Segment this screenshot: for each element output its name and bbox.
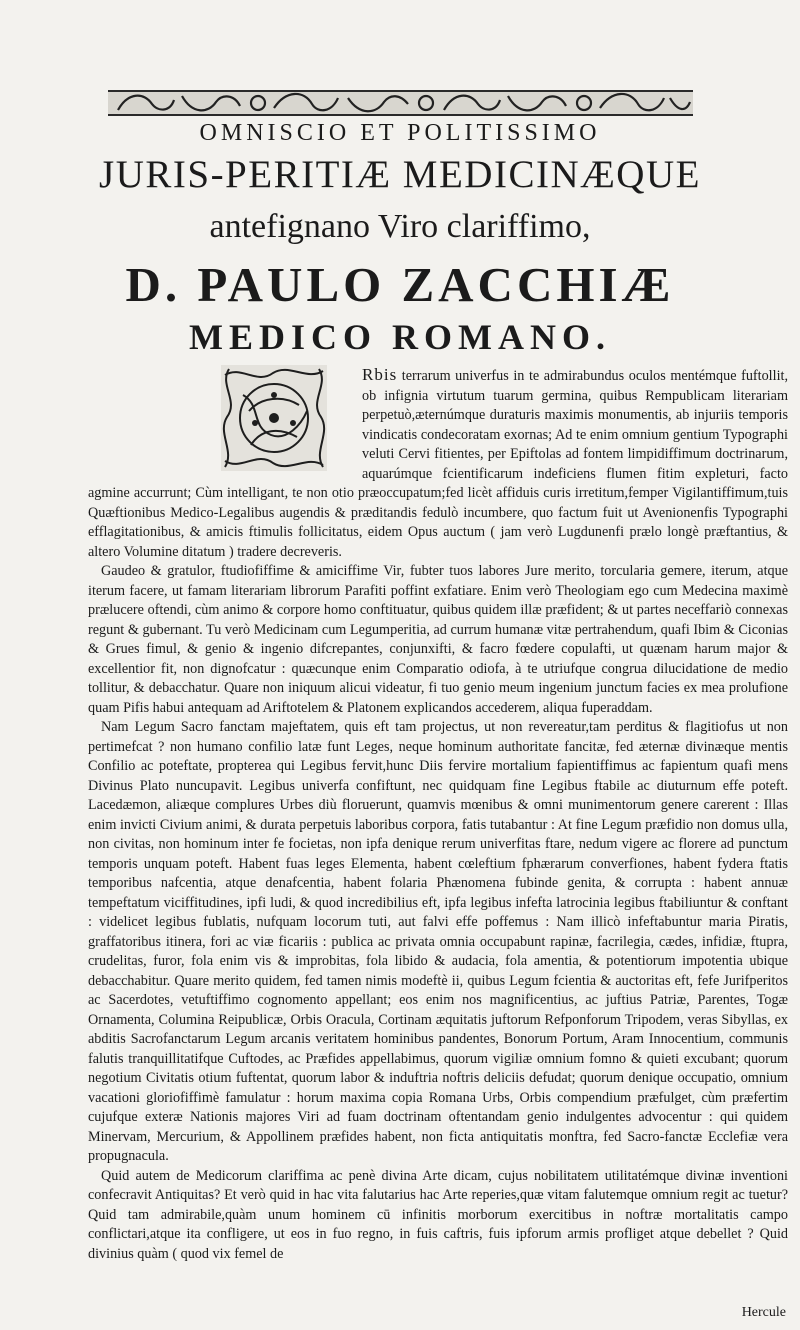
dedication-line-3: antefignano Viro clariffimo,	[209, 208, 591, 245]
dropcap-space	[222, 365, 358, 470]
opening-initial: R	[362, 365, 375, 384]
floral-headband-ornament	[108, 90, 693, 116]
catchword: Hercule	[741, 1305, 786, 1320]
paragraph-2: Gaudeo & gratulor, ftudiofiffime & amiciffime Vir, fubter tuos labores Jure merito, torcularia gemere, iterum, atque iterum facere, ut famam literariam librorum Parafiti poffint exfatiare. Enim verò Theologiam ego cum Medecina maximè prælucere oftendi, cùm animo & corpore homo conftituatur, quibus quidem illæ præfident; & ut partes neceffariò connexas regunt & gubernant. Tu verò Medicinam cum Legumperitia, ad currum humanæ vitæ pertrahendum, quafi Ibim & Ciconias & Grues fimul, & genio & ingenio difcrepantes, conjunxifti, & facro fœdere copulafti, ut quænam harum major & excellentior fit, non dignofcatur : quæcunque enim Comparatio odiofa, à te utriufque congrua dilucidatione de medio tollitur, & debacchatur. Quare non iniquum alicui videatur, fi tuo genio meum ingenium junctum facies ex mea prolufione quam Pifis habui antequam ad Ariftotelem & Platonem explicandos accederem, aliqua fuperaddam.	[88, 563, 788, 716]
opening-word: bis	[374, 365, 398, 384]
paragraph-3: Nam Legum Sacro fanctam majeftatem, quis eft tam projectus, ut non revereatur,tam perditus & flagitiofus ut non pertimefcat ? non humano confilio latæ funt Leges, neque hominum authoritate fancitæ, fed æternæ divinæque mentis Confilio ac poteftate, propterea qui Legibus fervit,hunc Diis fervire mortalium fapientiffimus ac fapientum quafi mens Divinus Plato nuncupavit. Legibus univerfa confiftunt, nec quidquam fine Legibus ftabile ac diuturnum effe poteft. Lacedæmon, aliæque complures Urbes diù floruerunt, quamvis mœnibus & omni munimentorum genere carerent : Illas enim invicti Civium animi, & durata perpetuis laboribus corpora, fatis tutabantur : At fine Legum præfidio non domus ulla, non civitas, non hominum inter fe focietas, non ipfa denique rerum univerfitas ftare, nedum vigere ac florere ad punctum temporis unquam poteft. Habent fuas leges Elementa, habent cœleftium fphærarum converfiones, habent fydera ftatis temporibus nafcentia, atque denafcentia, habent folaria Phænomena fubinde genita, & corrupta : habent annuæ tempeftatum viciffitudines, ipfi ludi, & quod incredibilius eft, ipfa legibus infefta latrocinia legibus ftabiliuntur & conftant : videlicet legibus fublatis, nufquam locorum tuti, aut falvi effe poffemus : Nam illicò infeftabuntur maria Piratis, graffatoribus itinera, fori ac viæ ficariis : publica ac privata omnia occupabunt rapinæ, facrilegia, cædes, infidiæ, ftupra, crudelitas, furor, fola enim vis & improbitas, fola libido & audacia, fola amentia, & potentiorum impotentia ubique debacchabitur. Quare merito quidem, fed tamen nimis modeftè ii, quibus Legum fcientia & auctoritas eft, fefe Jurifperitos ac Sacerdotes, vetuftiffimo cognomento appellant; eos enim nos magnificentius, ac juftius Patriæ, Parentes, Togæ Ornamenta, Columina Reipublicæ, Orbis Oracula, Cortinam æquitatis juftorum Refponforum Tripodem, veras Sibyllas, ex abditis Sacrofanctarum Legum arcanis veritatem hominibus pandentes, Bonorum Portum, Aram Innocentium, communis falutis tranquillitatifque Cuftodes, ac Præfides appellabimus, quorum vigiliæ omnium fomno & quieti excubant; quorum negotium Civitatis otium fuftentat, quorum labor & induftria noftris deliciis defudat; quorum denique occupatio, omnium vacationi gloriofiffimè famulatur : horum maxima copia Romana Urbs, Orbis compendium præfulget, cùm præfertim cujufque exteræ Nationis majores Viri ad fuam doctrinam oftentandam genio indulgentes advocentur : qui quidem Minervam, Mercurium, & Appollinem præfides habent, non ficta antiquitatis monftra, fed Sacro-fanctæ Ecclefiæ vera propugnacula.	[88, 719, 788, 1164]
dedication-line-2: JURIS-PERITIÆ MEDICINÆQUE	[99, 153, 701, 196]
paragraph-1-text: terrarum univerfus in te admirabundus oculos mentémque fuftollit, ob infignia virtutum tuarum germina, quibus Rempublicam literariam perpetuò,æternúmque duraturis maximis monumentis, ab injuriis temporis vindicatis condecoratam exornas; Ad te enim omnium gentium Typographi veluti Cervi fitientes, per Epiftolas ad fontem limpidiffimum doctrinarum, aquarúmque fcientificarum indeficiens flumen fitim expleturi, facto agmine accurrunt; Cùm intelligant, te non otio præoccupatum;fed licèt affiduis curis irretitum,femper Vigilantiffimum,tuis Quæftionibus Medico-Legalibus augendis & præditandis fedulò incumbere, quo factum fuit ut Avenionenfis Typographi efflagitationibus, & amicis ftimulis follicitatus, eidem Opus auctum ( jam verò Lugdunenfi prælo longè præftantius, & altero Volumine ditatum ) tradere decreveris.	[88, 368, 788, 560]
dedication-line-1: OMNISCIO ET POLITISSIMO	[199, 120, 601, 146]
dedicatee-title: MEDICO ROMANO.	[189, 317, 611, 357]
dedicatee-name: D. PAULO ZACCHIÆ	[125, 257, 675, 312]
paragraph-1	[88, 365, 788, 562]
dedication-body	[88, 365, 788, 1264]
paragraph-4: Quid autem de Medicorum clariffima ac penè divina Arte dicam, cujus nobilitatem utilitatémque divinæ inventioni confecravit Antiquitas? Et verò quid in hac vita falutarius hac Arte reperies,quæ vitam falutemque omnium regit ac tuetur?Quid tam admirabile,quàm unum hominem cū infinitis morborum exercitibus in noftræ mortalitatis campo conflictari,atque ita confligere, ut eos in fuo regno, in fuis caftris, fuis ipforum armis profliget atque debellet ? Quid divinius quàm ( quod vix femel de	[88, 1167, 788, 1262]
